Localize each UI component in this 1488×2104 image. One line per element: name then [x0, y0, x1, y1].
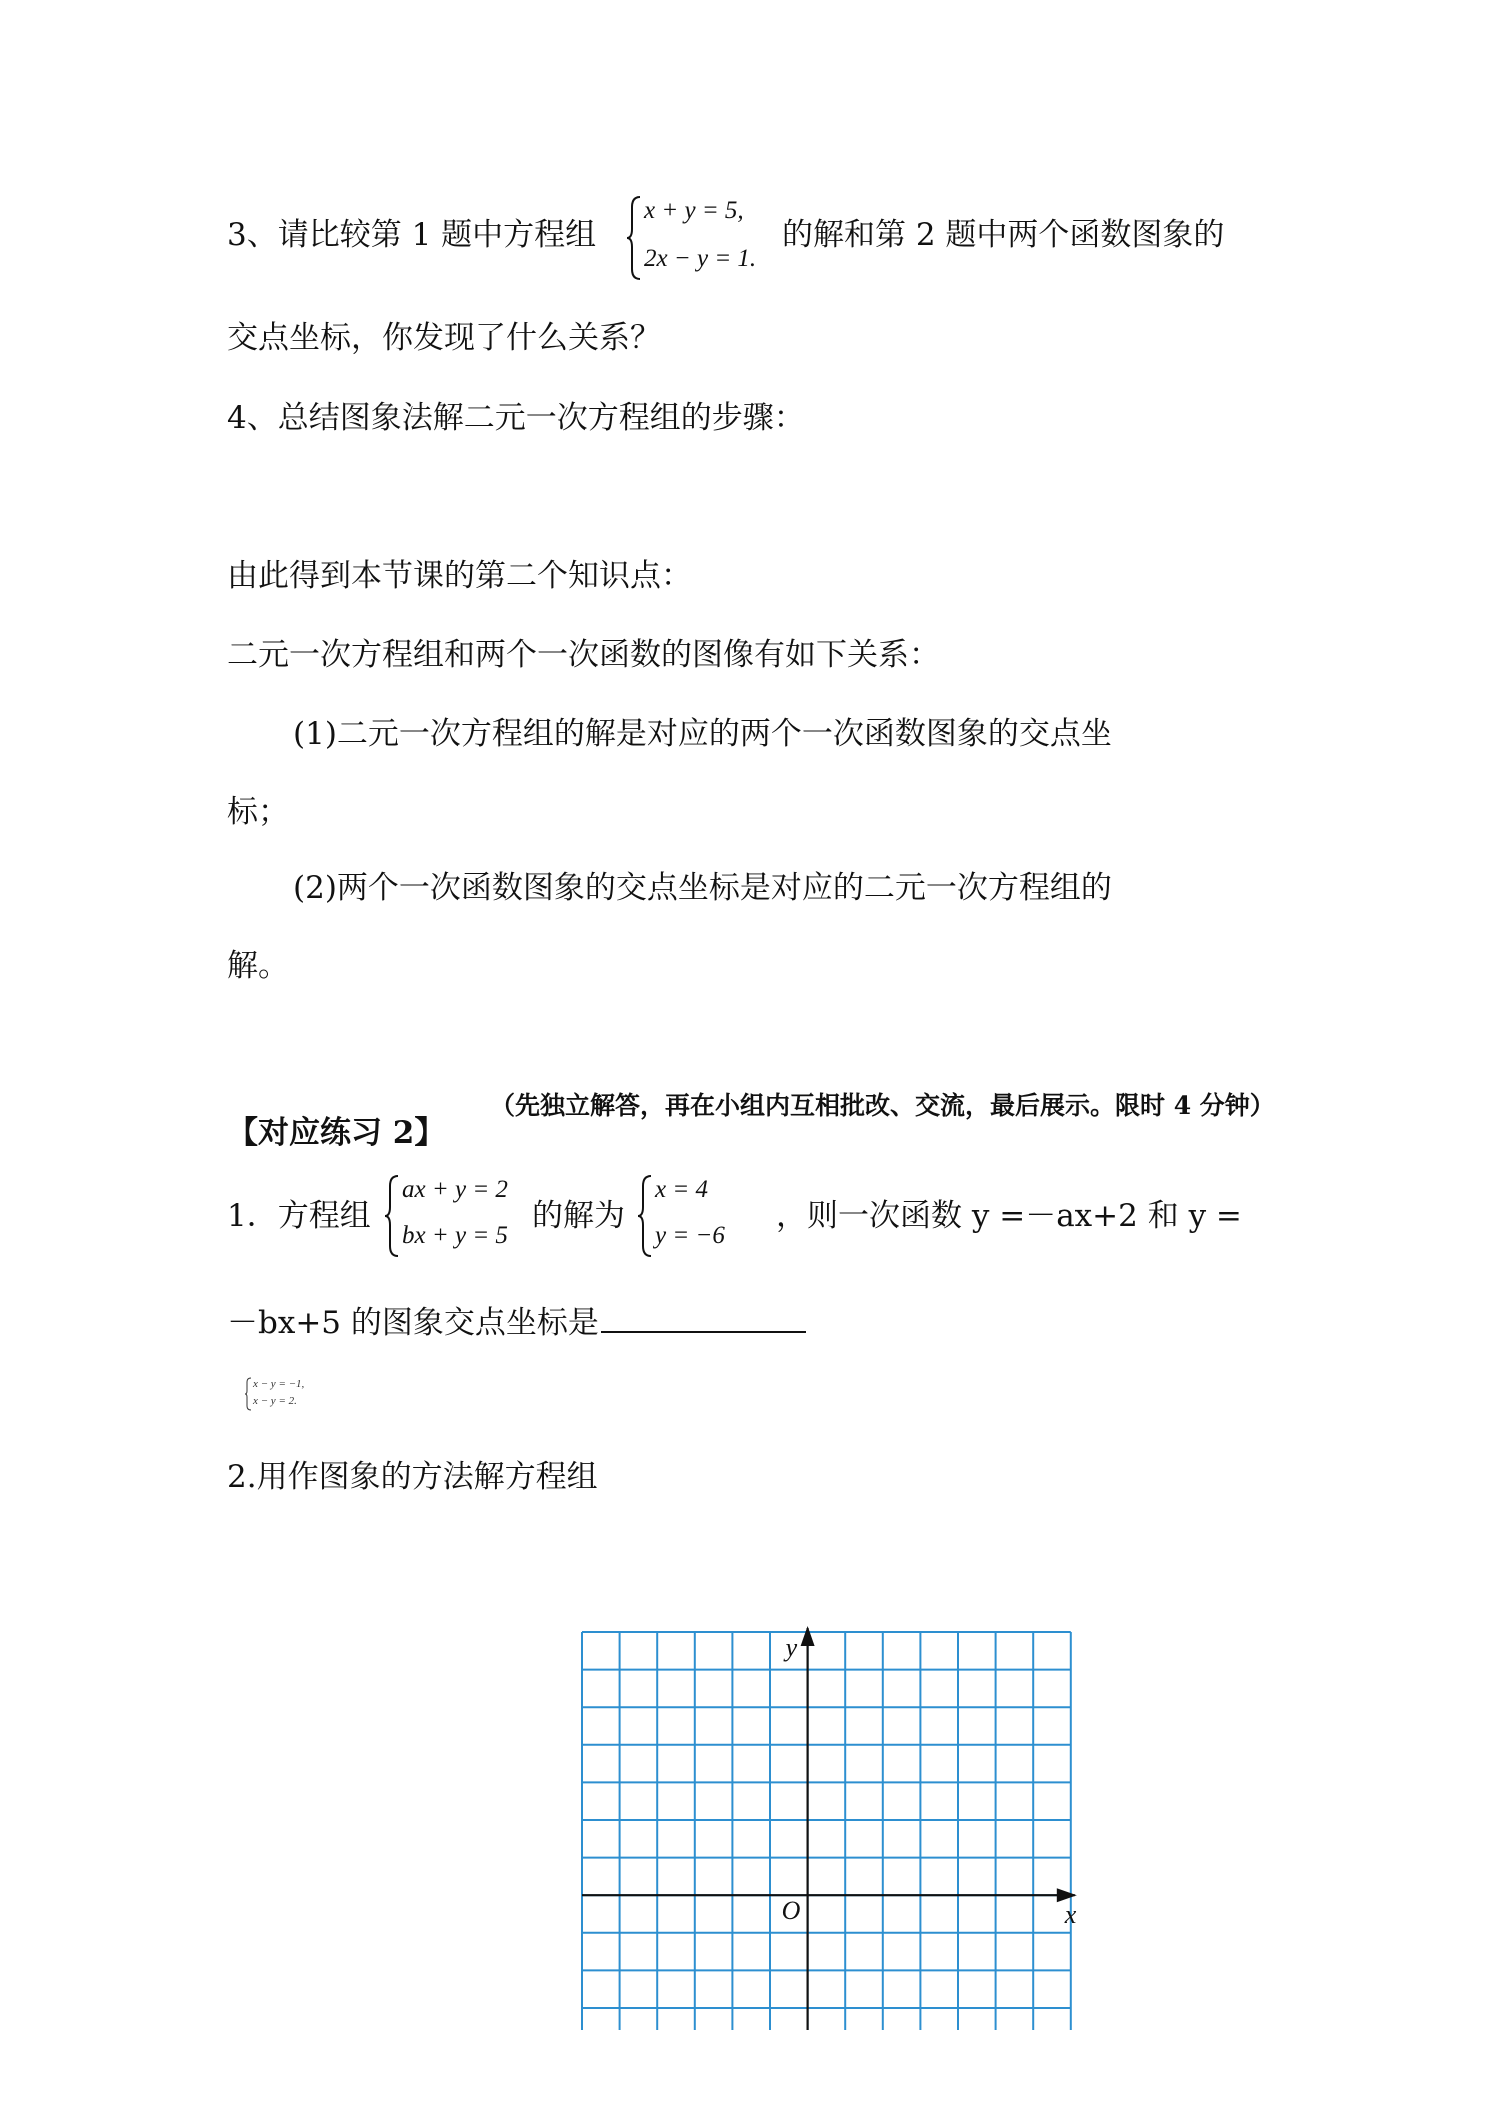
q3-prefix: 3、请比较第 1 题中方程组 — [227, 217, 597, 253]
knowledge-statement: 二元一次方程组和两个一次函数的图像有如下关系： — [227, 637, 940, 673]
p1-equation-system — [384, 1172, 534, 1260]
p1-middle: 的解为 — [532, 1198, 625, 1234]
origin-label: O — [781, 1896, 801, 1926]
q3-equation-system — [626, 193, 786, 283]
p1-line2-text: －bx+5 的图象交点坐标是 — [227, 1305, 599, 1341]
p2-text: 2.用作图象的方法解方程组 — [227, 1459, 598, 1495]
q3-eq1: x + y = 5, — [644, 197, 744, 224]
knowledge-point2-line1: (2)两个一次函数图象的交点坐标是对应的二元一次方程组的 — [293, 870, 1112, 906]
left-brace-icon — [244, 1376, 252, 1412]
p2-small-system — [244, 1376, 334, 1412]
left-brace-icon — [384, 1172, 400, 1260]
y-axis-arrow-icon — [801, 1626, 815, 1646]
answer-blank[interactable] — [601, 1329, 806, 1333]
left-brace-icon — [626, 193, 642, 283]
knowledge-point1-line1: (1)二元一次方程组的解是对应的两个一次函数图象的交点坐 — [293, 716, 1112, 752]
p2-small-eq2: x − y = 2. — [253, 1395, 297, 1407]
knowledge-intro: 由此得到本节课的第二个知识点： — [227, 558, 692, 594]
q3-line2: 交点坐标，你发现了什么关系？ — [227, 320, 661, 356]
p1-sol-eq2: y = −6 — [655, 1222, 725, 1249]
p2-small-eq1: x − y = −1, — [253, 1378, 305, 1390]
q4-text: 4、总结图象法解二元一次方程组的步骤： — [227, 400, 805, 436]
knowledge-point1-line2: 标； — [227, 794, 289, 830]
q3-eq2: 2x − y = 1. — [644, 245, 757, 272]
p1-suffix: ，则一次函数 y =－ax+2 和 y = — [776, 1198, 1242, 1234]
coordinate-grid[interactable] — [570, 1620, 1090, 2030]
practice-heading: 【对应练习 2】 — [227, 1115, 446, 1151]
x-axis-label: x — [1064, 1900, 1077, 1930]
q3-suffix: 的解和第 2 题中两个函数图象的 — [782, 217, 1225, 253]
p1-sys-eq1: ax + y = 2 — [402, 1176, 508, 1203]
p1-sol-eq1: x = 4 — [655, 1176, 708, 1203]
left-brace-icon — [637, 1172, 653, 1260]
practice-note: （先独立解答，再在小组内互相批改、交流，最后展示。限时 4 分钟） — [490, 1091, 1275, 1120]
p1-solution-system — [637, 1172, 757, 1260]
knowledge-point2-line2: 解。 — [227, 948, 289, 984]
p1-prefix: 1．方程组 — [227, 1198, 371, 1234]
p1-line2 — [227, 1305, 806, 1341]
y-axis-label: y — [785, 1633, 798, 1662]
p1-sys-eq2: bx + y = 5 — [402, 1222, 508, 1249]
